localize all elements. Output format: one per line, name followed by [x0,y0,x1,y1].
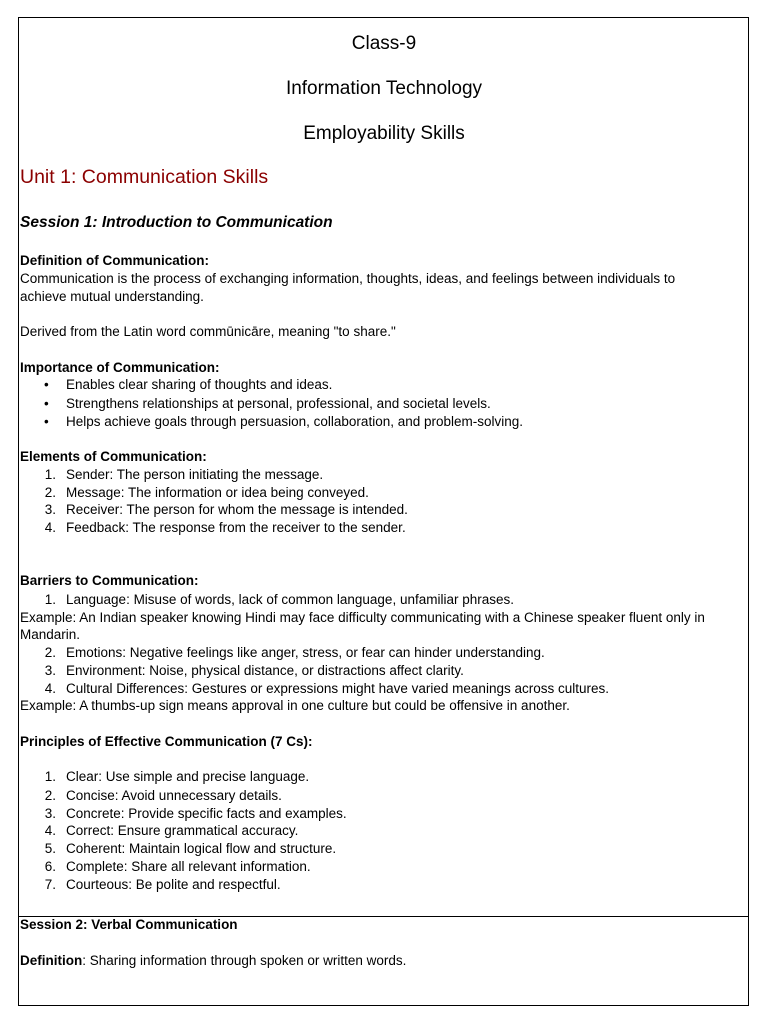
list-item: Strengthens relationships at personal, professional, and societal levels. [66,396,491,411]
list-number: 7. [44,877,56,892]
list-item: Concrete: Provide specific facts and examples. [66,806,347,821]
list-item: Courteous: Be polite and respectful. [66,877,281,892]
definition-label: Definition [20,953,83,968]
list-number: 4. [44,681,56,696]
list-item: Coherent: Maintain logical flow and structure. [66,841,337,856]
list-number: 3. [44,502,56,517]
list-item: Message: The information or idea being conveyed. [66,485,369,500]
list-item: Emotions: Negative feelings like anger, stress, or fear can hinder understanding. [66,645,545,660]
list-item: Correct: Ensure grammatical accuracy. [66,823,299,838]
example-text: Example: An Indian speaker knowing Hindi may face difficulty communicating with a Chinese speaker fluent only in [20,610,705,625]
list-item: Environment: Noise, physical distance, or distractions affect clarity. [66,663,464,678]
list-number: 6. [44,859,56,874]
bullet-icon: • [44,377,49,392]
list-number: 4. [44,823,56,838]
list-number: 5. [44,841,56,856]
example-text: Mandarin. [20,627,81,642]
class-title: Class-9 [351,33,417,54]
principles-heading: Principles of Effective Communication (7 Cs): [20,734,313,749]
list-number: 1. [44,467,56,482]
part-title: Employability Skills [303,123,465,144]
list-number: 2. [44,788,56,803]
list-number: 1. [44,769,56,784]
list-item: Language: Misuse of words, lack of common language, unfamiliar phrases. [66,592,514,607]
list-item: Cultural Differences: Gestures or expressions might have varied meanings across cultures. [66,681,609,696]
list-number: 2. [44,645,56,660]
list-number: 3. [44,663,56,678]
list-item: Concise: Avoid unnecessary details. [66,788,282,803]
list-item: Receiver: The person for whom the message is intended. [66,502,408,517]
definition-heading: Definition of Communication: [20,253,209,268]
session1-title: Session 1: Introduction to Communication [20,214,333,231]
list-number: 4. [44,520,56,535]
unit-title: Unit 1: Communication Skills [20,166,269,188]
subject-title: Information Technology [285,78,483,99]
elements-heading: Elements of Communication: [20,449,207,464]
definition-line: Communication is the process of exchanging information, thoughts, ideas, and feelings between individuals to [20,271,676,286]
definition-line: achieve mutual understanding. [20,289,204,304]
list-number: 2. [44,485,56,500]
list-item: Enables clear sharing of thoughts and ideas. [66,377,333,392]
list-item: Sender: The person initiating the message. [66,467,324,482]
list-number: 1. [44,592,56,607]
list-number: 3. [44,806,56,821]
barriers-heading: Barriers to Communication: [20,573,199,588]
list-item: Feedback: The response from the receiver to the sender. [66,520,406,535]
bullet-icon: • [44,396,49,411]
list-item: Helps achieve goals through persuasion, collaboration, and problem-solving. [66,414,524,429]
derived-text: Derived from the Latin word commūnicāre, meaning "to share." [20,324,396,339]
session2-title: Session 2: Verbal Communication [20,917,238,932]
example-text: Example: A thumbs-up sign means approval in one culture but could be offensive in another. [20,698,570,713]
bullet-icon: • [44,414,49,429]
session2-definition [20,953,406,968]
importance-heading: Importance of Communication: [20,360,220,375]
definition-text: : Sharing information through spoken or written words. [82,953,407,968]
list-item: Clear: Use simple and precise language. [66,769,310,784]
list-item: Complete: Share all relevant information. [66,859,311,874]
